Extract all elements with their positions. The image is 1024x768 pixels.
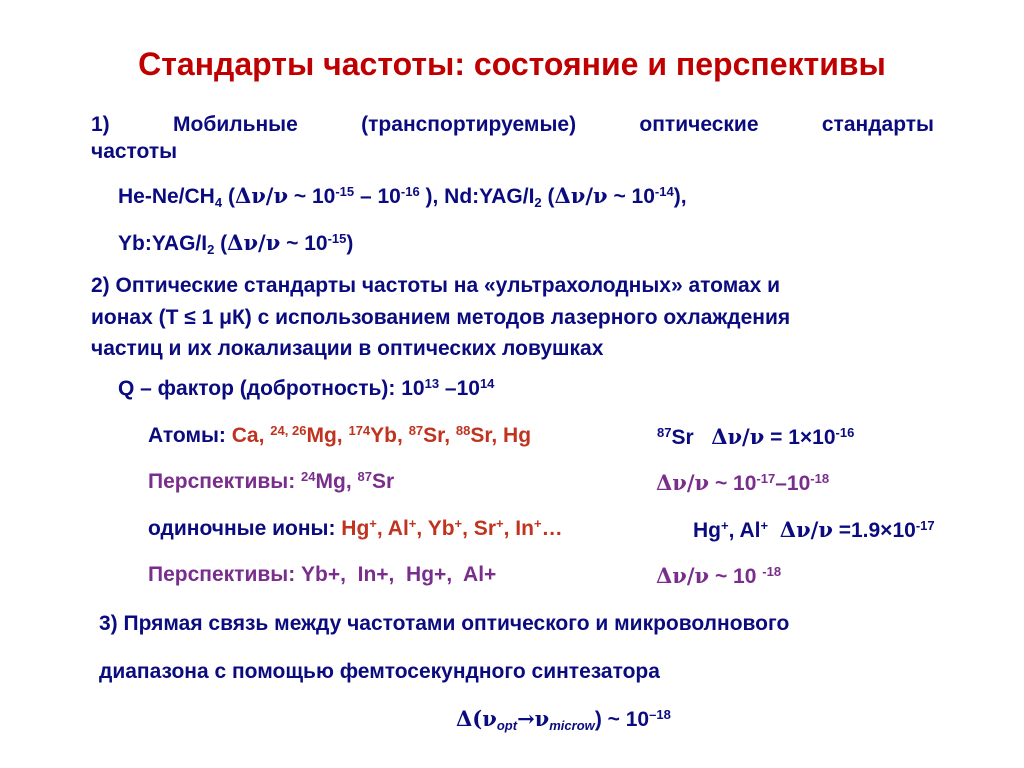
ion-in: , In [503,517,534,540]
atoms-label: Атомы: [148,424,232,447]
hene-text: ), Nd:YAG/I [419,185,535,208]
delta-nu-symbol: Δν/ν [234,183,289,208]
result-value: = 1×10 [764,426,836,449]
result-value: ~ 10 [709,565,763,588]
perspectives-ions-result [656,563,781,589]
isotope-number: 87 [357,468,372,484]
ion-yb: , Yb [416,517,455,540]
delta-nu-symbol: Δν/ν [554,183,608,208]
single-ions-result [693,517,935,543]
atom-sr-hg: Sr, Hg [470,424,532,447]
heading-word: стандарты [821,113,934,136]
charge: + [454,515,463,531]
ions-list [341,517,562,540]
heading-word: Мобильные [173,113,298,136]
exponent: 13 [424,375,440,391]
perspectives-atoms-result [656,470,829,496]
hene-text: ( [222,185,235,208]
ion-al: , Al [728,519,761,542]
atoms-result [657,424,854,450]
yb-text: ) [346,232,354,255]
arrow-nu-symbol: →ν [517,706,550,731]
subscript: 4 [214,194,223,210]
isotope-number: 24, 26 [270,422,307,438]
heading-word: 1) [91,113,110,136]
result-value: =1.9×10 [832,519,916,542]
hene-text: – 10 [354,185,401,208]
subscript: 2 [534,194,542,210]
subscript-opt: opt [496,717,518,733]
delta-nu-symbol: Δν/ν [227,230,281,255]
atom-mg: Mg, [315,470,358,493]
atom-ca: Ca, [231,424,271,447]
section-3-heading-line-1: 3) Прямая связь между частотами оптического и микроволнового [99,612,790,635]
ion-al: , Al [376,517,409,540]
delta-nu-symbol: Δ(ν [456,706,497,731]
isotope-number: 87 [657,424,672,440]
perspectives-atoms-line [148,470,394,494]
hene-text: ), [673,185,687,208]
section-2-heading-line-2: ионах (Т ≤ 1 μК) с использованием методов лазерного охлаждения [91,306,791,329]
hene-line [118,183,687,209]
atoms-list [232,424,531,447]
atom-yb: Yb, [370,424,409,447]
section-1-heading [91,113,934,164]
result-value: ~ 10 [709,472,757,495]
atoms-line [148,424,531,448]
exponent: -16 [400,183,420,199]
ion-hg: Hg [693,519,721,542]
isotope-number: 24 [301,468,316,484]
yb-text: Yb:YAG/I [118,232,208,255]
exponent: -18 [762,563,782,579]
formula-value: ) ~ 10 [594,708,650,731]
heading-word: оптические [639,113,759,136]
ion-sr: , Sr [462,517,496,540]
exponent: -15 [327,230,347,246]
charge: + [408,515,417,531]
exponent: –18 [649,706,671,722]
isotope-number: 87 [408,422,424,438]
perspectives-ions-line [148,563,496,587]
section-2-heading-line-3: частиц и их локализации в оптических ловушках [91,337,604,360]
ion-hg: Hg [341,517,370,540]
page-title: Стандарты частоты: состояние и перспективы [138,46,886,82]
isotope-number: 174 [348,422,371,438]
charge: + [533,515,542,531]
section-2-heading-line-1: 2) Оптические стандарты частоты на «ультрахолодных» атомах и [91,274,781,297]
hene-text: ( [541,185,555,208]
heading-word: (транспортируемые) [361,113,577,136]
isotope-number: 88 [455,422,471,438]
exponent: -17 [915,517,935,533]
hene-text: ~ 10 [288,185,336,208]
delta-nu-symbol: Δν/ν [711,424,765,449]
yb-text: ~ 10 [280,232,328,255]
yb-yag-line [118,230,353,256]
hene-text: He-Ne/CH [118,185,215,208]
ions-label: одиночные ионы: [148,517,342,540]
atom-sr: Sr [671,426,694,449]
exponent: 14 [479,375,495,391]
ions-list: Yb+, In+, Hg+, Al+ [301,563,497,586]
section-1-heading-line-2: частоты [91,140,178,163]
delta-nu-symbol: Δν/ν [656,563,710,588]
charge: + [369,515,377,531]
charge: + [760,517,769,533]
ellipsis: … [541,517,563,540]
delta-nu-symbol: Δν/ν [656,470,710,495]
charge: + [721,517,729,533]
delta-nu-symbol: Δν/ν [779,517,833,542]
q-text: Q – фактор (добротность): 10 [118,377,425,400]
atom-sr: Sr, [423,424,456,447]
hene-text: ~ 10 [607,185,655,208]
result-value: –10 [775,472,811,495]
exponent: -16 [835,424,855,440]
section-1-heading-line-1 [91,113,934,137]
subscript: 2 [207,241,215,257]
atom-sr: Sr [372,470,395,493]
section-3-heading-line-2: диапазона с помощью фемтосекундного синтезатора [99,660,660,683]
synthesizer-formula [456,706,671,732]
single-ions-line [148,517,563,541]
exponent: -14 [654,183,674,199]
subscript-microw: microw [549,717,595,733]
exponent: -17 [756,470,776,486]
exponent: -15 [335,183,355,199]
perspectives-label: Перспективы: [148,563,302,586]
q-text: –10 [439,377,480,400]
perspectives-label: Перспективы: [148,470,302,493]
atom-mg: Mg, [306,424,349,447]
q-factor-line [118,377,494,401]
exponent: -18 [810,470,830,486]
yb-text: ( [214,232,228,255]
charge: + [496,515,504,531]
